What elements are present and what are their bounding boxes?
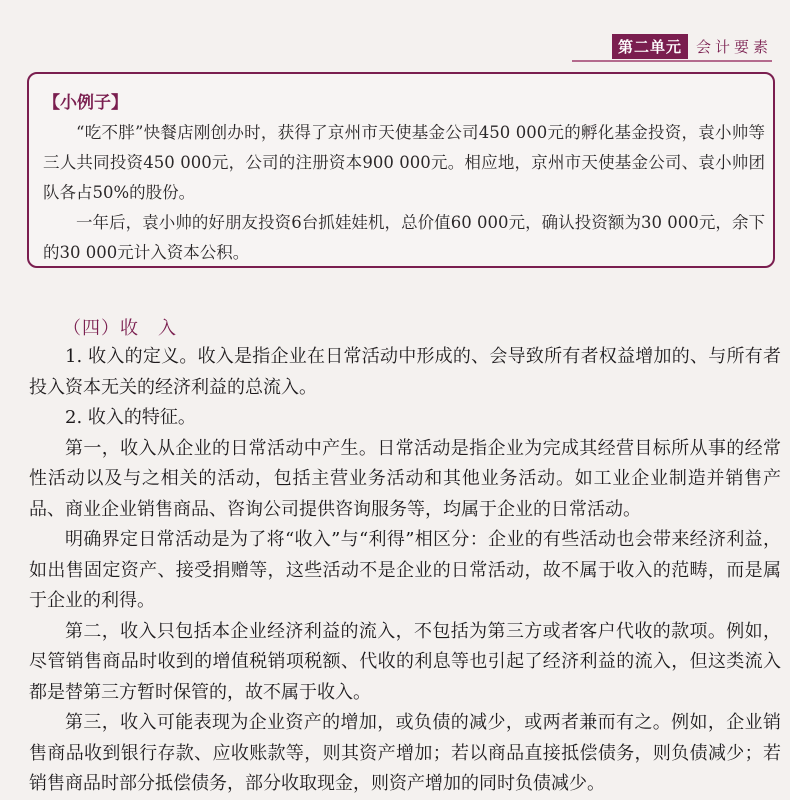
body-paragraph: 1. 收入的定义。收入是指企业在日常活动中形成的、会导致所有者权益增加的、与所有者投入资本无关的经济利益的总流入。 <box>29 346 781 398</box>
section-title: （四）收 入 <box>63 318 177 339</box>
unit-label: 第二单元 <box>612 34 688 59</box>
body-paragraph: 2. 收入的特征。 <box>65 407 196 428</box>
income-section <box>29 314 781 794</box>
chapter-header <box>612 34 772 59</box>
example-paragraph: “吃不胖”快餐店刚创办时，获得了京州市天使基金公司450 000元的孵化基金投资，袁小帅等三人共同投资450 000元，公司的注册资本900 000元。相应地，京州市天使基金公司、袁小帅团队各占50%的股份。 <box>43 123 765 202</box>
example-paragraph: 一年后，袁小帅的好朋友投资6台抓娃娃机，总价值60 000元，确认投资额为30 000元，余下的30 000元计入资本公积。 <box>43 213 765 262</box>
body-paragraph: 第三，收入可能表现为企业资产的增加，或负债的减少，或两者兼而有之。例如，企业销售商品收到银行存款、应收账款等，则其资产增加；若以商品直接抵偿债务，则负债减少；若销售商品时部分抵偿债务，部分收取现金，则资产增加的同时负债减少。 <box>29 712 781 794</box>
example-box <box>27 72 775 268</box>
header-divider <box>572 60 772 62</box>
body-paragraph: 第二，收入只包括本企业经济利益的流入，不包括为第三方或者客户代收的款项。例如，尽管销售商品时收到的增值税销项税额、代收的利息等也引起了经济利益的流入，但这类流入都是替第三方暂时保管的，故不属于收入。 <box>29 620 781 703</box>
body-paragraph: 明确界定日常活动是为了将“收入”与“利得”相区分：企业的有些活动也会带来经济利益，如出售固定资产、接受捐赠等，这些活动不是企业的日常活动，故不属于收入的范畴，而是属于企业的利得。 <box>29 529 781 611</box>
body-paragraph: 第一，收入从企业的日常活动中产生。日常活动是指企业为完成其经营目标所从事的经常性活动以及与之相关的活动，包括主营业务活动和其他业务活动。如工业企业制造并销售产品、商业企业销售商品、咨询公司提供咨询服务等，均属于企业的日常活动。 <box>29 437 781 520</box>
example-text <box>43 118 765 268</box>
example-tag: 【小例子】 <box>43 93 128 113</box>
unit-subtitle: 会计要素 <box>695 38 772 56</box>
